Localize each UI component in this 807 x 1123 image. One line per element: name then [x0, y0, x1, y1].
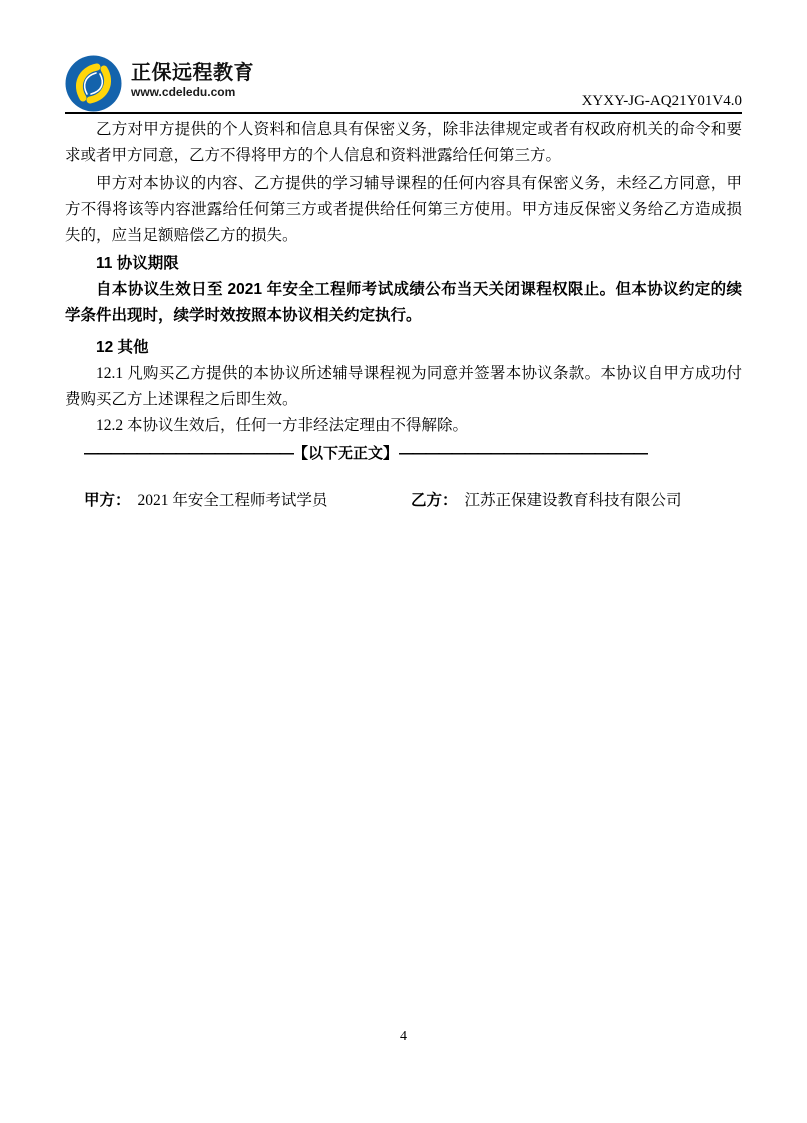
party-b-value: 江苏正保建设教育科技有限公司: [464, 492, 682, 509]
contract-body: [65, 117, 742, 514]
section-12-heading: 12 其他: [96, 339, 149, 356]
clause-12-2: 12.2 本协议生效后，任何一方非经法定理由不得解除。: [96, 417, 469, 434]
brand-title: 正保远程教育: [131, 62, 254, 84]
section-11-heading: 11 协议期限: [96, 255, 179, 272]
party-a-value: 2021 年安全工程师考试学员: [137, 492, 328, 509]
separator-dashes-left: ————————————————: [84, 445, 292, 462]
party-b-label: 乙方：: [411, 492, 458, 509]
brand-text: [131, 62, 254, 105]
paragraph-confidentiality-party-a: 甲方对本协议的内容、乙方提供的学习辅导课程的任何内容具有保密义务，未经乙方同意，甲方不得将该等内容泄露给任何第三方或者提供给任何第三方使用。甲方违反保密义务给乙方造成损失的，应当足额赔偿乙方的损失。: [65, 175, 742, 244]
clause-12-1: 12.1 凡购买乙方提供的本协议所述辅导课程视为同意并签署本协议条款。本协议自甲方成功付费购买乙方上述课程之后即生效。: [65, 365, 742, 408]
page-header: [65, 0, 742, 114]
brand-logo-icon: [65, 55, 122, 112]
party-b-signature: [411, 488, 742, 514]
party-a-signature: [84, 488, 411, 514]
brand-url: www.cdeledu.com: [131, 85, 236, 99]
no-further-text-separator: [65, 441, 742, 467]
page-number: 4: [400, 1029, 407, 1044]
signature-row: [65, 488, 742, 514]
paragraph-confidentiality-party-b: 乙方对甲方提供的个人资料和信息具有保密义务，除非法律规定或者有权政府机关的命令和要求或者甲方同意，乙方不得将甲方的个人信息和资料泄露给任何第三方。: [65, 121, 742, 164]
section-11-body: 自本协议生效日至 2021 年安全工程师考试成绩公布当天关闭课程权限止。但本协议约定的续学条件出现时，续学时效按照本协议相关约定执行。: [65, 281, 742, 324]
document-code: XYXY-JG-AQ21Y01V4.0: [581, 93, 742, 109]
separator-dashes-right: ———————————————————: [399, 445, 647, 462]
separator-label: 【以下无正文】: [293, 445, 399, 462]
brand: [65, 55, 254, 112]
party-a-label: 甲方：: [84, 492, 131, 509]
